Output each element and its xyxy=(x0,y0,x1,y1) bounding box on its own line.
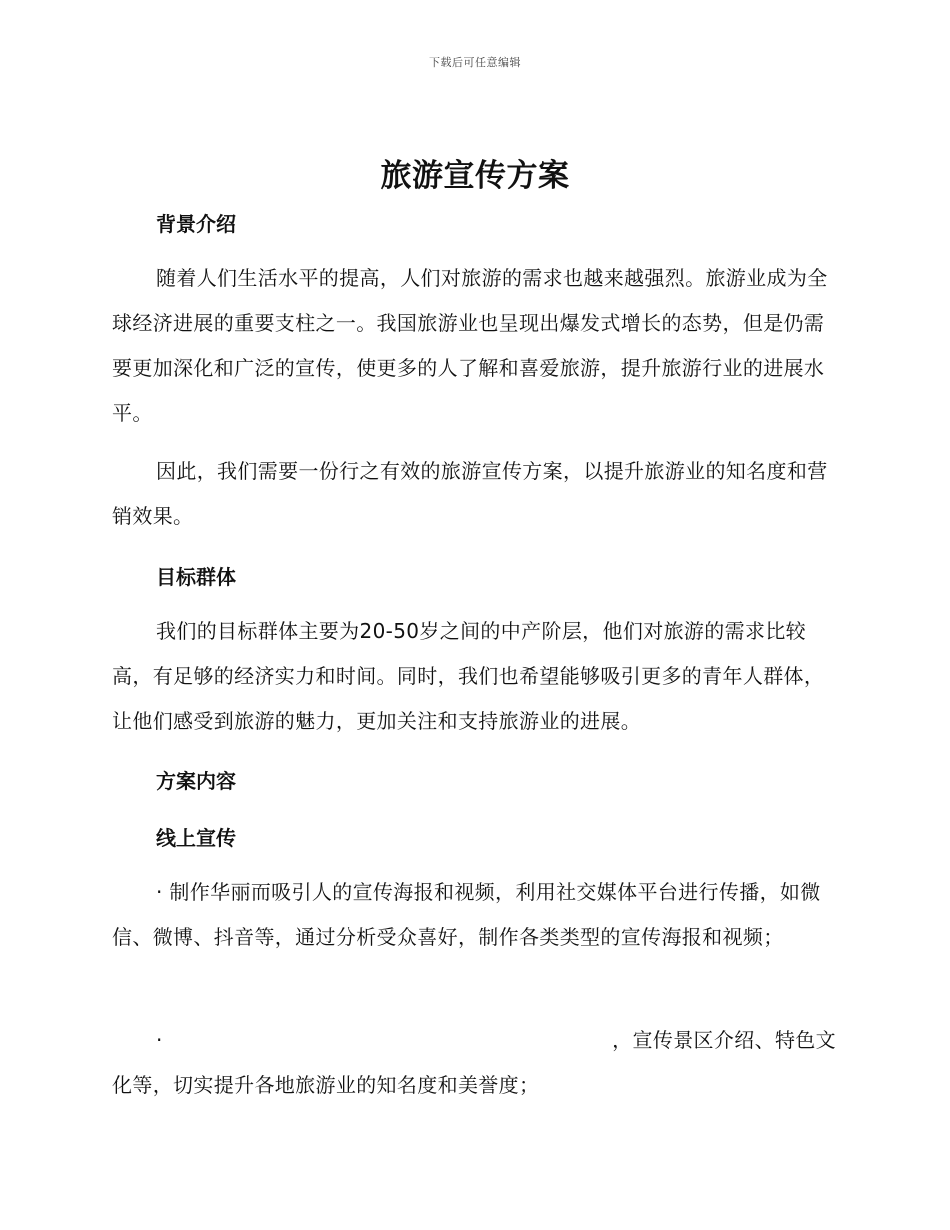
section-heading-target: 目标群体 xyxy=(156,565,236,589)
subsection-heading-online: 线上宣传 xyxy=(156,826,236,850)
section-heading-plan: 方案内容 xyxy=(156,769,236,793)
bullet-continuation: 化等，切实提升各地旅游业的知名度和美誉度； xyxy=(112,1073,540,1097)
page-header: 下载后可任意编辑 xyxy=(429,56,521,69)
document-title: 旅游宣传方案 xyxy=(380,158,570,194)
bullet-item: · 制作华丽而吸引人的宣传海报和视频，利用社交媒体平台进行传播，如微信、微博、抖音等，通过分析受众喜好，制作各类类型的宣传海报和视频； xyxy=(112,880,821,949)
bullet-item-partial xyxy=(112,1018,836,1063)
paragraph: 我们的目标群体主要为20-50岁之间的中产阶层，他们对旅游的需求比较高，有足够的经济实力和时间。同时，我们也希望能够吸引更多的青年人群体，让他们感受到旅游的魅力，更加关注和支持旅游业的进展。 xyxy=(112,619,825,733)
bullet-dot: · xyxy=(156,1028,163,1052)
paragraph: 随着人们生活水平的提高，人们对旅游的需求也越来越强烈。旅游业成为全球经济进展的重要支柱之一。我国旅游业也呈现出爆发式增长的态势，但是仍需要更加深化和广泛的宣传，使更多的人了解和喜爱旅游，提升旅游行业的进展水平。 xyxy=(112,266,828,425)
section-heading-background: 背景介绍 xyxy=(156,212,236,236)
paragraph: 因此，我们需要一份行之有效的旅游宣传方案，以提升旅游业的知名度和营销效果。 xyxy=(112,459,828,528)
bullet-text-tail: ，宣传景区介绍、特色文 xyxy=(612,1028,836,1052)
